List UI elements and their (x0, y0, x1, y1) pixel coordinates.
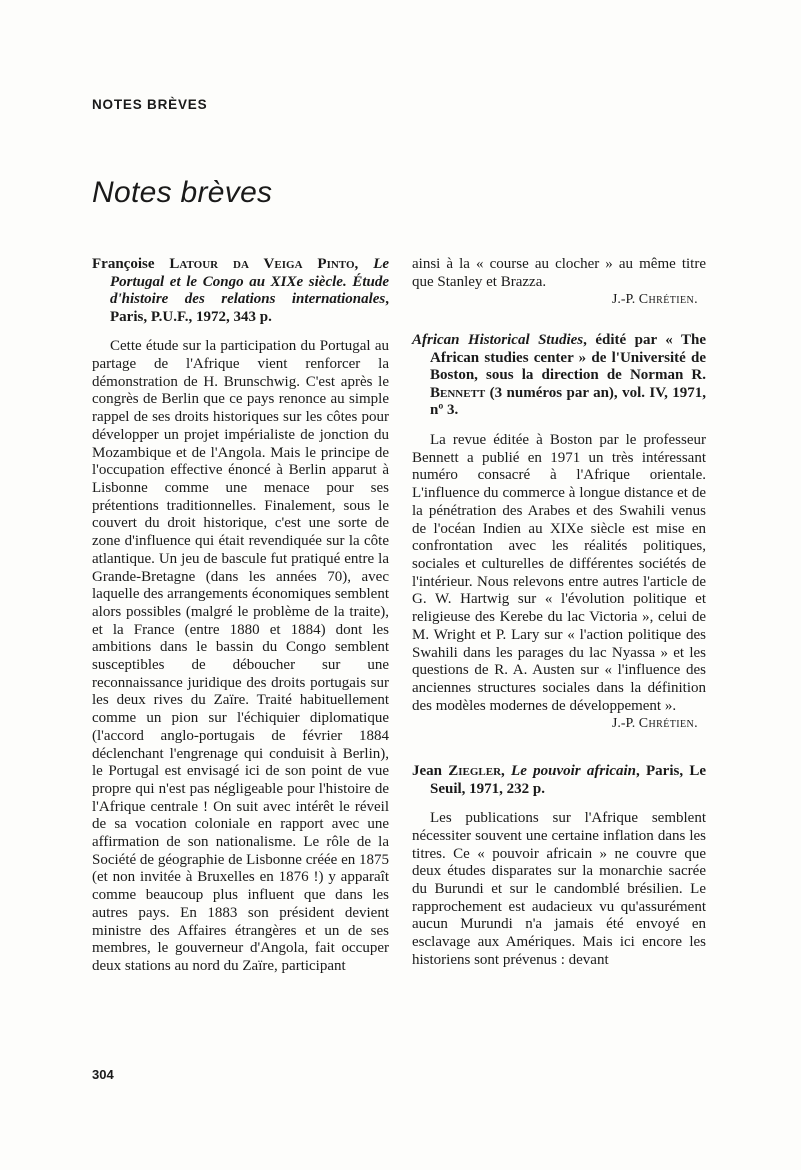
editor-last-name: Bennett (430, 384, 486, 401)
signature-latour-review (412, 291, 706, 309)
signature-initials: J.-P. (611, 292, 639, 308)
publication-info: , Paris, Le Seuil, 1971, 232 p. (430, 763, 707, 797)
review-text-african-historical-studies: La revue éditée à Boston par le professeur Bennett a publié en 1971 un très intéressant numéro consacré à l'Afrique orientale. L'influence du commerce à longue distance et de la pénétration des Arabes et des Swahili venus de l'océan Indien au XIXe siècle est mise en confrontation avec les réalités politiques, sociales et culturelles de différentes sociétés de l'intérieur. Nous relevons entre autres l'article de G. W. Hartwig sur « l'évolution politique et religieuse des Kerebe du lac Victoria », celui de M. Wright et P. Lary sur « l'action politique des Swahili dans les parages du lac Nyassa » et les questions de R. A. Austen sur « l'influence des anciennes structures sociales dans la définition des modèles modernes de développement ». (412, 432, 706, 714)
publication-info: , édité par « The African studies center » de l'Université de Boston, sous la direction de Norman R. (430, 332, 706, 384)
review-text-ziegler: Les publications sur l'Afrique semblent nécessiter souvent une certaine inflation dans les titres. Ce « pouvoir africain » ne couvre que deux études disparates sur la monarchie sacrée du Burundi et sur le candomblé brésilien. Le rapprochement est audacieux vu qu'assurément aucun Murundi n'a jamais été envoyé en esclavage aux Amériques. Mais ici encore les historiens sont prévenus : devant (412, 810, 706, 968)
publication-info: , Paris, P.U.F., 1972, 343 p. (110, 291, 389, 325)
author-first-name: Françoise (92, 256, 170, 272)
left-column (92, 256, 389, 976)
publication-info-volume: (3 numéros par an), vol. IV, 1971, nº 3. (430, 384, 706, 419)
review-heading-ziegler: Jean Ziegler, Le pouvoir africain, Paris, Le Seuil, 1971, 232 p. (412, 763, 707, 797)
running-head: NOTES BRÈVES (92, 97, 208, 112)
signature-ahs-review (412, 715, 706, 733)
page-number: 304 (92, 1067, 114, 1082)
review-heading-african-historical-studies (412, 332, 706, 420)
book-title: Le Portugal et le Congo au XIXe siècle. Étude d'histoire des relations internationales (110, 256, 390, 308)
review-text-latour-continued: ainsi à la « course au clocher » au même titre que Stanley et Brazza. (412, 256, 706, 290)
signature-name: Chrétien. (638, 292, 698, 308)
signature-initials: J.-P. (611, 716, 639, 732)
author-last-name: Ziegler (448, 763, 502, 780)
review-text-latour: Cette étude sur la participation du Portugal au partage de l'Afrique vient renforcer la démonstration de H. Brunschwig. C'est après le congrès de Berlin que ce pays renonce au simple rappel de ses droits historiques sur les côtes pour développer un projet impérialiste de jonction du Mozambique et de l'Angola. Mais le principe de l'occupation effective énoncé à Berlin apparut à Lisbonne comme une menace pour ses prétentions traditionnelles. Finalement, sous le couvert du droit historique, c'est une sorte de zone d'influence qui était revendiquée sur la côte atlantique. Un jeu de bascule fut pratiqué entre la Grande-Bretagne (dans les années 70), avec laquelle des arrangements économiques semblent alors possibles (malgré le problème de la traite), et la France (entre 1880 et 1884) dont les ambitions dans le bassin du Congo semblent susceptibles de déboucher sur une reconnaissance juridique des droits portugais sur les deux rives du Zaïre. Traité habituellement comme un pion sur l'échiquier diplomatique (l'accord anglo-portugais de février 1884 déclenchant l'engrenage qui conduisit à Berlin), le Portugal est envisagé ici de son point de vue propre qui n'est pas négligeable pour l'histoire de l'Afrique centrale ! On suit avec intérêt le réveil de sa vocation coloniale en rapport avec une affirmation de son nationalisme. Le rôle de la Société de géographie de Lisbonne créée en 1875 (et non invitée à Bruxelles en 1876 !) y apparaît comme beaucoup plus influent que dans les autres pays. En 1883 son président devient ministre des Affaires étrangères et un de ses membres, le gouverneur d'Angola, fait occuper deux stations au nord du Zaïre, participant (92, 338, 389, 974)
author-first-name: Jean (412, 763, 449, 780)
right-column (412, 256, 706, 970)
section-title: Notes brèves (92, 176, 273, 209)
review-heading-latour: Françoise Latour da Veiga Pinto, Le Portugal et le Congo au XIXe siècle. Étude d'histoire des relations internationales, Paris, P.U.F., 1972, 343 p. (92, 256, 390, 325)
signature-name: Chrétien. (638, 716, 698, 732)
book-title: Le pouvoir africain (511, 763, 637, 780)
journal-title: African Historical Studies (412, 332, 584, 349)
author-last-name: Latour da Veiga Pinto (169, 256, 355, 272)
